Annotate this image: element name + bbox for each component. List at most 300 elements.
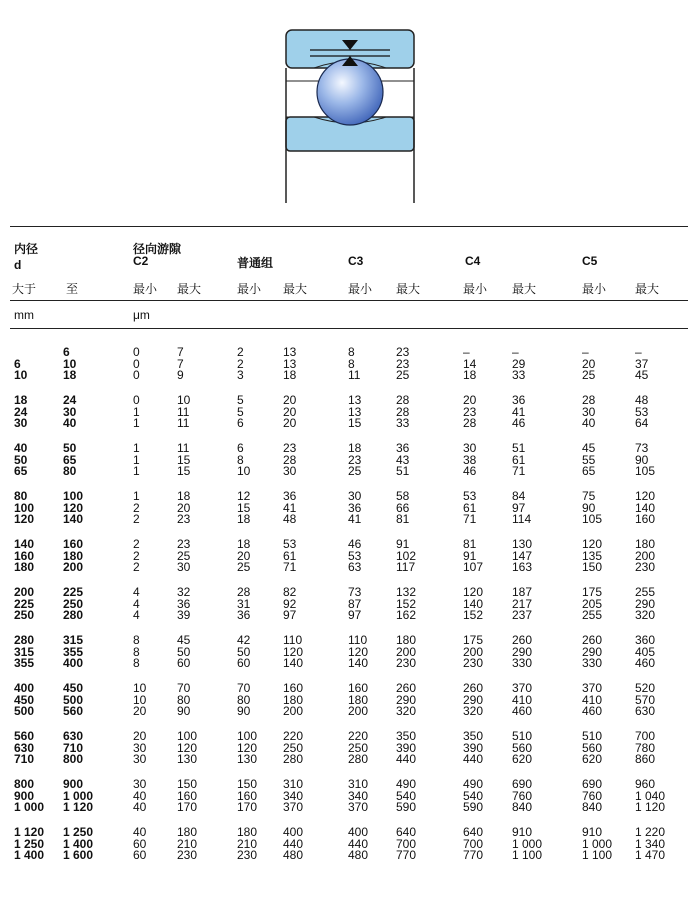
- c4-max-cell: 84: [512, 489, 526, 503]
- c3-min-cell: 73: [348, 585, 362, 599]
- c3-max-cell: 33: [396, 416, 410, 430]
- c4-min-cell: 14: [463, 356, 477, 371]
- c5-max-cell: 120: [635, 489, 656, 503]
- d-incl-cell: 180: [63, 548, 84, 563]
- c2-max-cell: 18: [177, 489, 191, 503]
- c3-min-cell: 280: [348, 752, 369, 766]
- d-incl-cell: 24: [63, 393, 77, 407]
- c5-max-cell: 960: [635, 777, 656, 791]
- c2-max-label: 最大: [177, 282, 202, 296]
- normal-max-cell: 200: [283, 704, 304, 718]
- normal-max-cell: 28: [283, 452, 297, 467]
- d-incl-cell: 10: [63, 356, 77, 371]
- c5-min-cell: 370: [582, 681, 603, 695]
- c3-max-cell: 260: [396, 681, 417, 695]
- c2-max-cell: 10: [177, 393, 191, 407]
- normal-min-cell: 3: [237, 368, 244, 382]
- d-incl-cell: 140: [63, 512, 84, 526]
- c3-max-cell: 700: [396, 836, 417, 851]
- d-over-label: 大于: [12, 282, 37, 296]
- c2-max-cell: 7: [177, 345, 184, 359]
- d-incl-cell: 1 400: [63, 836, 94, 851]
- c2-max-cell: 150: [177, 777, 198, 791]
- c4-min-cell: 61: [463, 500, 477, 515]
- c5-min-cell: 205: [582, 596, 603, 611]
- c3-min-cell: 87: [348, 596, 362, 611]
- normal-max-cell: 160: [283, 681, 304, 695]
- normal-max-label: 最大: [283, 282, 308, 296]
- normal-min-cell: 10: [237, 464, 251, 478]
- normal-max-cell: 220: [283, 729, 304, 743]
- d-incl-cell: 280: [63, 608, 84, 622]
- table-row: [0, 465, 700, 477]
- normal-min-cell: 230: [237, 848, 258, 862]
- table-row: [0, 753, 700, 765]
- c5-min-cell: 30: [582, 404, 596, 419]
- c3-min-cell: 13: [348, 404, 362, 419]
- c2-max-cell: 170: [177, 800, 198, 814]
- normal-max-cell: 20: [283, 404, 297, 419]
- d-over-cell: 18: [14, 393, 28, 407]
- c4-max-cell: 910: [512, 825, 533, 839]
- c4-max-cell: 114: [512, 512, 532, 526]
- c3-min-cell: 340: [348, 788, 369, 803]
- unit-mm: mm: [14, 308, 34, 322]
- normal-max-cell: 13: [283, 345, 297, 359]
- c5-max-cell: 1 220: [635, 825, 666, 839]
- c5-min-cell: 40: [582, 416, 596, 430]
- c4-max-cell: 620: [512, 752, 533, 766]
- d-over-cell: 24: [14, 404, 28, 419]
- c4-max-cell: 560: [512, 740, 533, 755]
- normal-max-cell: 18: [283, 368, 297, 382]
- c4-min-cell: 20: [463, 393, 477, 407]
- c2-min-cell: 1: [133, 441, 140, 455]
- unit-rule: [10, 328, 688, 329]
- d-over-cell: 140: [14, 537, 35, 551]
- c5-min-cell: 460: [582, 704, 603, 718]
- c3-max-cell: 117: [396, 560, 416, 574]
- c4-min-label: 最小: [463, 282, 488, 296]
- c3-min-cell: 30: [348, 489, 362, 503]
- normal-min-label: 最小: [237, 282, 262, 296]
- c2-min-cell: 1: [133, 416, 140, 430]
- c5-min-cell: 175: [582, 585, 603, 599]
- c2-min-cell: 1: [133, 464, 140, 478]
- d-over-cell: 50: [14, 452, 28, 467]
- c3-max-cell: 290: [396, 692, 417, 707]
- c3-min-cell: 25: [348, 464, 362, 478]
- c4-min-cell: 18: [463, 368, 477, 382]
- c2-min-cell: 10: [133, 692, 147, 707]
- c5-max-cell: 48: [635, 393, 649, 407]
- c4-max-cell: 1 000: [512, 836, 543, 851]
- c5-max-cell: 105: [635, 464, 656, 478]
- c5-min-cell: 45: [582, 441, 596, 455]
- c5-min-cell: 910: [582, 825, 603, 839]
- normal-max-cell: 250: [283, 740, 304, 755]
- d-over-cell: 280: [14, 633, 35, 647]
- c2-min-cell: 0: [133, 345, 140, 359]
- normal-max-cell: 61: [283, 548, 297, 563]
- normal-max-cell: 20: [283, 393, 297, 407]
- c3-min-cell: 160: [348, 681, 369, 695]
- c4-max-cell: 690: [512, 777, 533, 791]
- normal-min-cell: 80: [237, 692, 251, 707]
- c2-min-cell: 60: [133, 848, 147, 862]
- c3-max-cell: 91: [396, 537, 410, 551]
- d-incl-cell: 100: [63, 489, 84, 503]
- c3-max-cell: 102: [396, 548, 417, 563]
- c5-min-cell: 75: [582, 489, 596, 503]
- c3-min-cell: 36: [348, 500, 362, 515]
- normal-max-cell: 23: [283, 441, 297, 455]
- c5-max-cell: 520: [635, 681, 656, 695]
- c3-max-cell: 152: [396, 596, 417, 611]
- c5-min-cell: 105: [582, 512, 603, 526]
- d-over-cell: 500: [14, 704, 35, 718]
- c4-min-cell: 30: [463, 441, 477, 455]
- c4-max-cell: 1 100: [512, 848, 543, 862]
- c5-max-cell: 360: [635, 633, 656, 647]
- c4-min-cell: 28: [463, 416, 477, 430]
- d-over-cell: 400: [14, 681, 35, 695]
- c3-max-cell: 162: [396, 608, 417, 622]
- normal-min-cell: 70: [237, 681, 251, 695]
- c2-min-cell: 40: [133, 788, 147, 803]
- c3-max-cell: 180: [396, 633, 417, 647]
- c3-min-cell: 220: [348, 729, 369, 743]
- normal-min-cell: 130: [237, 752, 258, 766]
- c5-max-cell: –: [635, 345, 642, 359]
- table-row: [0, 657, 700, 669]
- c2-min-cell: 4: [133, 596, 140, 611]
- d-incl-cell: 6: [63, 345, 70, 359]
- c3-min-cell: 140: [348, 656, 369, 670]
- c4-max-cell: 33: [512, 368, 526, 382]
- c4-min-cell: 640: [463, 825, 484, 839]
- c5-min-cell: 25: [582, 368, 596, 382]
- c2-max-cell: 15: [177, 464, 191, 478]
- c4-max-cell: 163: [512, 560, 533, 574]
- c2-max-cell: 80: [177, 692, 191, 707]
- c5-min-cell: 260: [582, 633, 603, 647]
- c2-max-cell: 36: [177, 596, 191, 611]
- c5-max-cell: 630: [635, 704, 656, 718]
- c4-max-cell: 760: [512, 788, 533, 803]
- d-incl-cell: 160: [63, 537, 84, 551]
- normal-min-cell: 170: [237, 800, 258, 814]
- normal-min-cell: 28: [237, 585, 251, 599]
- c5-max-cell: 45: [635, 368, 649, 382]
- c3-max-cell: 230: [396, 656, 417, 670]
- c4-max-cell: 130: [512, 537, 533, 551]
- c4-max-cell: 29: [512, 356, 526, 371]
- c2-min-cell: 2: [133, 512, 140, 526]
- ball: [317, 59, 383, 125]
- c5-min-cell: 290: [582, 644, 603, 659]
- c2-max-cell: 20: [177, 500, 191, 515]
- d-incl-cell: 250: [63, 596, 84, 611]
- c2-max-cell: 23: [177, 512, 191, 526]
- d-over-cell: 1 000: [14, 800, 45, 814]
- normal-min-cell: 8: [237, 452, 244, 467]
- normal-min-cell: 160: [237, 788, 258, 803]
- c4-min-cell: 38: [463, 452, 477, 467]
- c2-max-cell: 60: [177, 656, 191, 670]
- c5-min-cell: 150: [582, 560, 603, 574]
- normal-min-cell: 90: [237, 704, 251, 718]
- d-over-cell: 800: [14, 777, 35, 791]
- c2-min-cell: 8: [133, 633, 140, 647]
- c5-max-cell: 73: [635, 441, 649, 455]
- c4-max-cell: 61: [512, 452, 526, 467]
- c2-max-cell: 130: [177, 752, 198, 766]
- normal-max-cell: 30: [283, 464, 297, 478]
- c5-max-cell: 200: [635, 548, 656, 563]
- c4-min-cell: 230: [463, 656, 484, 670]
- c3-max-cell: 28: [396, 393, 410, 407]
- table-row: [0, 609, 700, 621]
- normal-max-cell: 92: [283, 596, 297, 611]
- d-incl-cell: 1 250: [63, 825, 94, 839]
- c4-min-cell: 23: [463, 404, 477, 419]
- c4-min-cell: 107: [463, 560, 484, 574]
- c2-min-cell: 8: [133, 656, 140, 670]
- c4-max-cell: 410: [512, 692, 533, 707]
- c2-max-cell: 9: [177, 368, 184, 382]
- d-incl-cell: 560: [63, 704, 84, 718]
- d-over-cell: 120: [14, 512, 35, 526]
- table-row: [0, 369, 700, 381]
- c2-min-cell: 4: [133, 608, 140, 622]
- c4-min-cell: 350: [463, 729, 484, 743]
- c5-min-cell: 28: [582, 393, 596, 407]
- c3-max-cell: 540: [396, 788, 417, 803]
- d-incl-cell: 1 600: [63, 848, 94, 862]
- c5-min-cell: 255: [582, 608, 603, 622]
- c2-max-cell: 23: [177, 537, 191, 551]
- c2-min-cell: 60: [133, 836, 147, 851]
- d-over-cell: 710: [14, 752, 35, 766]
- c5-min-cell: 90: [582, 500, 596, 515]
- c5-max-cell: 140: [635, 500, 656, 515]
- c3-max-cell: 440: [396, 752, 417, 766]
- c5-max-cell: 230: [635, 560, 656, 574]
- radial-clearance-header: 径向游隙: [133, 242, 182, 256]
- c4-max-cell: 330: [512, 656, 533, 670]
- c5-max-cell: 860: [635, 752, 656, 766]
- c2-max-cell: 25: [177, 548, 191, 563]
- c4-max-cell: 370: [512, 681, 533, 695]
- normal-min-cell: 6: [237, 416, 244, 430]
- c3-min-cell: 400: [348, 825, 369, 839]
- c5-max-cell: 1 340: [635, 836, 666, 851]
- c4-min-cell: 440: [463, 752, 484, 766]
- d-over-cell: 6: [14, 356, 21, 371]
- c4-min-cell: 175: [463, 633, 484, 647]
- d-incl-cell: 500: [63, 692, 84, 707]
- c4-max-cell: 51: [512, 441, 526, 455]
- c4-min-cell: 590: [463, 800, 484, 814]
- c2-min-cell: 30: [133, 740, 147, 755]
- c4-max-cell: 147: [512, 548, 533, 563]
- normal-max-cell: 400: [283, 825, 304, 839]
- c4-min-cell: 200: [463, 644, 484, 659]
- c5-min-cell: 620: [582, 752, 603, 766]
- c3-min-cell: 63: [348, 560, 362, 574]
- c2-max-cell: 45: [177, 633, 191, 647]
- c4-min-cell: 540: [463, 788, 484, 803]
- c4-min-cell: 140: [463, 596, 484, 611]
- c3-min-cell: 110: [348, 633, 368, 647]
- c5-min-cell: 330: [582, 656, 603, 670]
- normal-max-cell: 120: [283, 644, 304, 659]
- c5-min-cell: 120: [582, 537, 603, 551]
- c2-min-cell: 2: [133, 548, 140, 563]
- normal-max-cell: 53: [283, 537, 297, 551]
- d-incl-cell: 225: [63, 585, 84, 599]
- header-rule: [10, 300, 688, 301]
- c4-max-cell: 36: [512, 393, 526, 407]
- normal-max-cell: 110: [283, 633, 303, 647]
- c3-max-cell: 132: [396, 585, 417, 599]
- d-over-cell: 40: [14, 441, 28, 455]
- c4-min-cell: 120: [463, 585, 484, 599]
- normal-min-cell: 6: [237, 441, 244, 455]
- d-incl-cell: 80: [63, 464, 77, 478]
- c5-min-cell: 560: [582, 740, 603, 755]
- c2-max-cell: 11: [177, 441, 190, 455]
- d-incl-cell: 630: [63, 729, 84, 743]
- c5-max-cell: 37: [635, 356, 649, 371]
- c4-max-cell: 41: [512, 404, 526, 419]
- c2-max-cell: 50: [177, 644, 191, 659]
- c5-min-cell: 840: [582, 800, 603, 814]
- bearing-cross-section-diagram: [280, 25, 420, 205]
- d-incl-cell: 450: [63, 681, 84, 695]
- c2-min-cell: 10: [133, 681, 147, 695]
- d-over-cell: 250: [14, 608, 35, 622]
- d-over-cell: 355: [14, 656, 35, 670]
- normal-min-cell: 36: [237, 608, 251, 622]
- normal-max-cell: 440: [283, 836, 304, 851]
- c2-min-cell: 40: [133, 800, 147, 814]
- c5-min-cell: 135: [582, 548, 603, 563]
- d-incl-cell: 400: [63, 656, 84, 670]
- c4-min-cell: 320: [463, 704, 484, 718]
- c2-min-cell: 30: [133, 777, 147, 791]
- d-over-cell: 65: [14, 464, 28, 478]
- normal-min-cell: 5: [237, 393, 244, 407]
- d-incl-label: 至: [66, 282, 79, 296]
- c2-min-cell: 2: [133, 500, 140, 515]
- normal-max-cell: 370: [283, 800, 304, 814]
- c4-min-cell: 71: [463, 512, 477, 526]
- normal-max-cell: 310: [283, 777, 304, 791]
- inner-diameter-header: 内径: [14, 242, 39, 256]
- c5-max-cell: 255: [635, 585, 656, 599]
- c2-max-cell: 11: [177, 416, 190, 430]
- c3-min-cell: 11: [348, 368, 361, 382]
- c2-min-cell: 20: [133, 729, 147, 743]
- c3-max-cell: 350: [396, 729, 417, 743]
- c3-min-cell: 46: [348, 537, 362, 551]
- c3-min-cell: 250: [348, 740, 369, 755]
- c5-max-cell: 1 470: [635, 848, 666, 862]
- c2-max-cell: 7: [177, 356, 184, 371]
- c5-max-cell: 700: [635, 729, 656, 743]
- c5-max-cell: 64: [635, 416, 649, 430]
- d-incl-cell: 1 000: [63, 788, 94, 803]
- c3-max-cell: 23: [396, 345, 410, 359]
- group-header-c3: C3: [348, 254, 364, 268]
- c5-min-label: 最小: [582, 282, 607, 296]
- d-over-cell: 180: [14, 560, 35, 574]
- c3-min-cell: 15: [348, 416, 362, 430]
- c2-max-cell: 120: [177, 740, 198, 755]
- d-incl-cell: 65: [63, 452, 77, 467]
- top-rule: [10, 226, 688, 227]
- group-header-c5: C5: [582, 254, 598, 268]
- c3-min-cell: 8: [348, 356, 355, 371]
- c4-max-cell: 217: [512, 596, 533, 611]
- c5-min-cell: 1 100: [582, 848, 613, 862]
- c4-min-cell: 46: [463, 464, 477, 478]
- normal-max-cell: 71: [283, 560, 297, 574]
- d-over-cell: 10: [14, 368, 28, 382]
- c4-max-cell: 290: [512, 644, 533, 659]
- group-header-c4: C4: [465, 254, 481, 268]
- c2-max-cell: 90: [177, 704, 191, 718]
- c3-max-cell: 51: [396, 464, 410, 478]
- c5-max-cell: 780: [635, 740, 656, 755]
- c2-min-cell: 0: [133, 393, 140, 407]
- d-over-cell: 160: [14, 548, 35, 563]
- normal-min-cell: 42: [237, 633, 251, 647]
- c3-max-cell: 200: [396, 644, 417, 659]
- c3-max-cell: 640: [396, 825, 417, 839]
- c3-min-cell: 200: [348, 704, 369, 718]
- c2-min-cell: 1: [133, 489, 140, 503]
- d-over-cell: 100: [14, 500, 35, 515]
- d-incl-cell: 1 120: [63, 800, 94, 814]
- c5-min-cell: 690: [582, 777, 603, 791]
- c4-max-cell: 71: [512, 464, 526, 478]
- c3-max-label: 最大: [396, 282, 421, 296]
- normal-min-cell: 2: [237, 345, 244, 359]
- c5-min-cell: 55: [582, 452, 596, 467]
- c5-max-cell: 1 040: [635, 788, 666, 803]
- c3-max-cell: 66: [396, 500, 410, 515]
- c4-min-cell: 700: [463, 836, 484, 851]
- c5-min-cell: 20: [582, 356, 596, 371]
- c3-min-cell: 53: [348, 548, 362, 563]
- normal-min-cell: 180: [237, 825, 258, 839]
- d-incl-cell: 40: [63, 416, 77, 430]
- normal-max-cell: 480: [283, 848, 304, 862]
- c4-max-cell: 97: [512, 500, 526, 515]
- d-over-cell: 1 120: [14, 825, 45, 839]
- c2-min-cell: 8: [133, 644, 140, 659]
- c3-max-cell: 81: [396, 512, 410, 526]
- d-incl-cell: 315: [63, 633, 84, 647]
- d-incl-cell: 18: [63, 368, 77, 382]
- d-over-cell: 30: [14, 416, 28, 430]
- d-over-cell: 315: [14, 644, 35, 659]
- c5-max-cell: 460: [635, 656, 656, 670]
- c3-max-cell: 770: [396, 848, 417, 862]
